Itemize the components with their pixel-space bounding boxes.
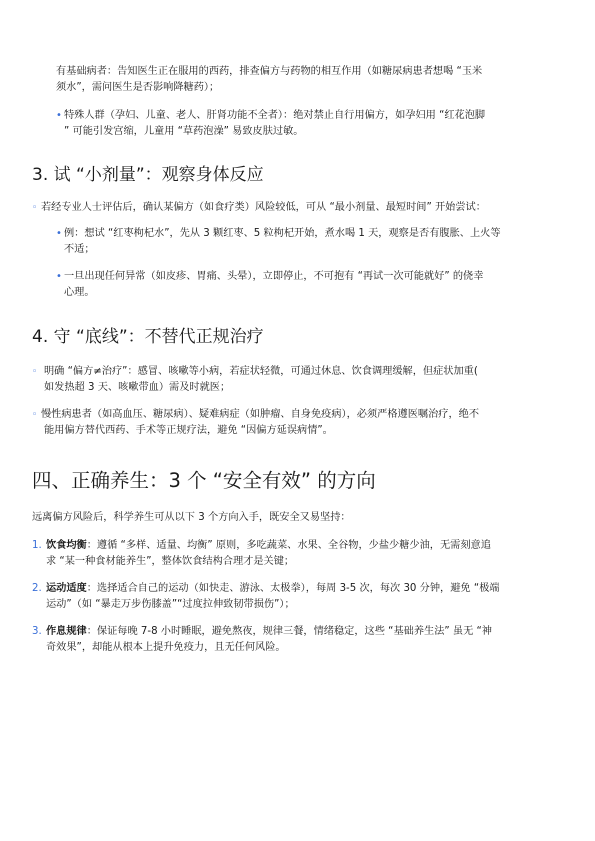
list-item-line1	[46, 624, 492, 640]
chapter4-intro: 远离偏方风险后，科学养生可从以下 3 个方向入手，既安全又易坚持：	[32, 512, 351, 523]
list-item-line1	[46, 538, 491, 554]
section3-example-line1: 例：想试 “红枣枸杞水”，先从 3 颗红枣、5 粒枸杞开始，煮水喝 1 天，观察是否有腹胀、上火等	[64, 228, 501, 239]
special-group-line2: ” 可能引发宫缩，儿童用 “草药泡澡” 易致皮肤过敏。	[64, 126, 304, 137]
ring-bullet-icon: ◦	[32, 203, 38, 213]
list-item-text: ：选择适合自己的运动（如快走、游泳、太极拳），每周 3-5 次，每次 30 分钟，避免 “极端	[86, 583, 500, 594]
section4-heading: 4. 守 “底线”：不替代正规治疗	[32, 327, 264, 347]
section4-item1-line1: 明确 “偏方≠治疗”：感冒、咳嗽等小病，若症状轻微，可通过休息、饮食调理缓解，但症状加重(	[44, 366, 478, 377]
special-group-line1: 特殊人群（孕妇、儿童、老人、肝肾功能不全者）：绝对禁止自行用偏方，如孕妇用 “红花泡脚	[64, 110, 486, 121]
section3-intro: 若经专业人士评估后，确认某偏方（如食疗类）风险较低，可从 “最小剂量、最短时间” 开始尝试：	[41, 202, 486, 213]
section3-stop-line2: 心理。	[64, 287, 95, 298]
list-item-text: ：遵循 “多样、适量、均衡” 原则，多吃蔬菜、水果、全谷物，少盐少糖少油，无需刻意追	[86, 540, 491, 551]
list-number: 3.	[32, 626, 42, 637]
ring-bullet-icon: ◦	[32, 410, 38, 420]
chapter4-heading: 四、正确养生：3 个 “安全有效” 的方向	[32, 469, 376, 492]
list-item-text: ：保证每晚 7-8 小时睡眠，避免熬夜，规律三餐，情绪稳定，这些 “基础养生法” 虽无 “神	[86, 626, 492, 637]
list-number: 2.	[32, 583, 42, 594]
ring-bullet-icon: ◦	[32, 367, 38, 377]
section3-stop-line1: 一旦出现任何异常（如皮疹、胃痛、头晕），立即停止，不可抱有 “再试一次可能就好” 的侥幸	[64, 271, 484, 282]
section3-heading: 3. 试 “小剂量”：观察身体反应	[32, 165, 264, 185]
section4-item1-line2: 如发热超 3 天、咳嗽带血）需及时就医；	[44, 382, 231, 393]
list-number: 1.	[32, 540, 42, 551]
bullet-dot-icon: •	[56, 228, 62, 239]
bullet-dot-icon: •	[56, 271, 62, 282]
list-item-title: 运动适度	[46, 583, 87, 594]
list-item-line2: 奇效果”，却能从根本上提升免疫力，且无任何风险。	[46, 642, 286, 653]
list-item-line2: 求 “某一种食材能养生”，整体饮食结构合理才是关键；	[46, 556, 295, 567]
list-item-line1	[46, 581, 499, 597]
list-item-title: 作息规律	[46, 626, 87, 637]
section4-item2-line1: 慢性病患者（如高血压、糖尿病）、疑难病症（如肿瘤、自身免疫病），必须严格遵医嘱治疗，绝不	[41, 409, 480, 420]
list-item-title: 饮食均衡	[46, 540, 87, 551]
bullet-dot-icon: •	[56, 110, 62, 121]
list-item-line2: 运动”（如 “暴走万步伤膝盖”“过度拉伸致韧带损伤”）；	[46, 599, 295, 610]
section3-example-line2: 不适；	[64, 244, 95, 255]
section4-item2-line2: 能用偏方替代西药、手术等正规疗法，避免 “因偏方延误病情”。	[44, 425, 333, 436]
top-text-line2: 须水”，需问医生是否影响降糖药）；	[56, 82, 220, 93]
top-text-line1: 有基础病者：告知医生正在服用的西药，排查偏方与药物的相互作用（如糖尿病患者想喝 “玉米	[56, 66, 483, 77]
